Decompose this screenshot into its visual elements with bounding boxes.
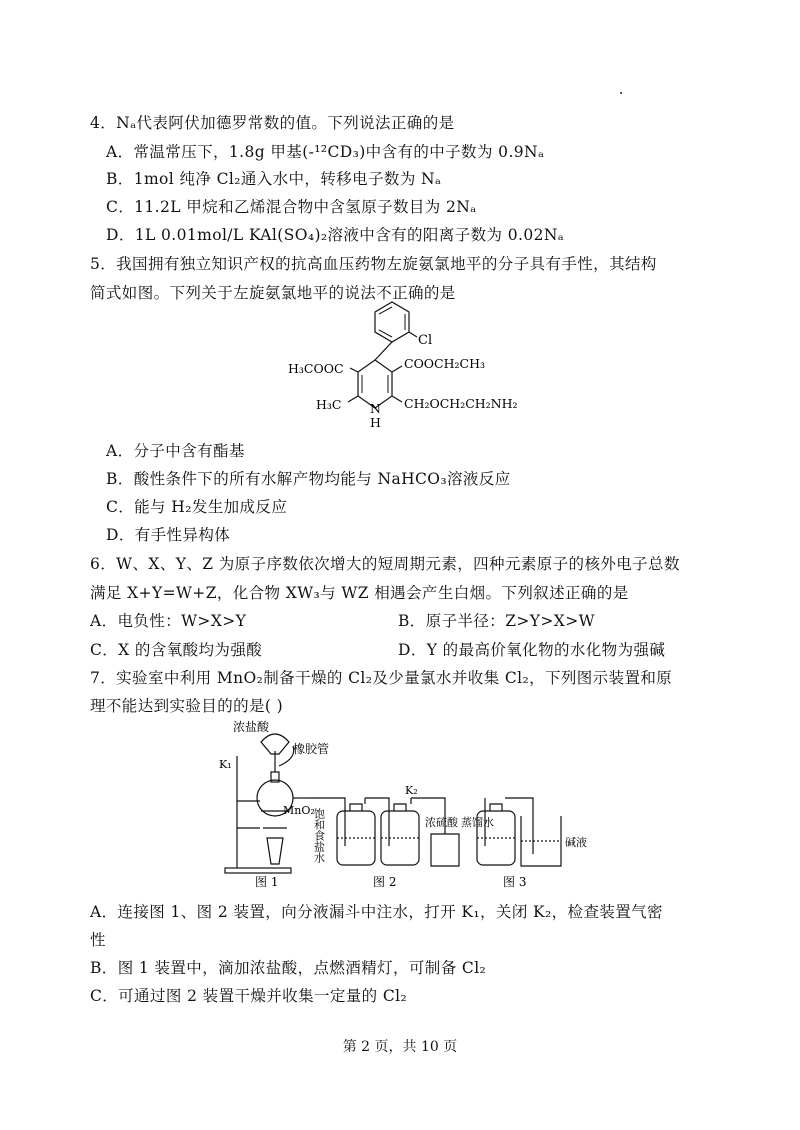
q6-stem-line2: 满足 X+Y=W+Z，化合物 XW₃与 WZ 相遇会产生白烟。下列叙述正确的是	[90, 584, 629, 602]
fig2-caption: 图 2	[373, 875, 397, 889]
apparatus-figure	[215, 716, 595, 891]
q7-option-c: C．可通过图 2 装置干燥并收集一定量的 Cl₂	[90, 987, 408, 1005]
q7-stem-line1: 7．实验室中利用 MnO₂制备干燥的 Cl₂及少量氯水并收集 Cl₂，下列图示装置和原	[90, 669, 673, 687]
methyl-label: H₃C	[316, 397, 342, 412]
h2so4-label: 浓硫酸	[425, 816, 458, 829]
nitrogen-label: N	[370, 401, 381, 416]
q6-option-b: B．原子半径：Z>Y>X>W	[398, 612, 595, 630]
q6-stem-line1: 6．W、X、Y、Z 为原子序数依次增大的短周期元素，四种元素原子的核外电子总数	[90, 555, 680, 573]
fig3-caption: 图 3	[503, 875, 527, 889]
brine-label: 饱和食盐水	[312, 808, 326, 863]
left-ester-label: H₃COOC	[288, 361, 344, 376]
q6-option-d: D．Y 的最高价氧化物的水化物为强碱	[398, 641, 666, 659]
side-chain-label: CH₂OCH₂CH₂NH₂	[404, 396, 518, 411]
scan-dot	[620, 92, 622, 94]
amlodipine-structure	[280, 300, 520, 430]
tube-label: 橡胶管	[293, 742, 330, 756]
q6-option-c: C．X 的含氧酸均为强酸	[90, 641, 263, 659]
q5-option-c: C．能与 H₂发生加成反应	[106, 498, 288, 516]
q7-option-b: B．图 1 装置中，滴加浓盐酸，点燃酒精灯，可制备 Cl₂	[90, 959, 487, 977]
chlorine-label: Cl	[418, 333, 433, 348]
fig1-caption: 图 1	[255, 875, 279, 889]
mno2-label: MnO₂	[283, 804, 315, 817]
q4-option-d: D．1L 0.01mol/L KAl(SO₄)₂溶液中含有的阳离子数为 0.02Nₐ	[106, 226, 565, 244]
q5-option-d: D．有手性异构体	[106, 526, 231, 544]
hydrogen-label: H	[370, 415, 381, 430]
q6-option-a: A．电负性：W>X>Y	[90, 612, 247, 630]
q5-stem-line1: 5．我国拥有独立知识产权的抗高血压药物左旋氨氯地平的分子具有手性，其结构	[90, 255, 657, 273]
water-label: 蒸馏水	[461, 816, 494, 829]
acid-label: 浓盐酸	[233, 720, 270, 734]
alkali-label: 碱液	[565, 836, 587, 849]
page-footer: 第 2 页，共 10 页	[342, 1039, 458, 1055]
q5-stem-line2: 简式如图。下列关于左旋氨氯地平的说法不正确的是	[90, 284, 456, 302]
q4-option-a: A．常温常压下，1.8g 甲基(-¹²CD₃)中含有的中子数为 0.9Nₐ	[106, 143, 545, 161]
q5-option-b: B．酸性条件下的所有水解产物均能与 NaHCO₃溶液反应	[106, 470, 511, 488]
q4-option-c: C．11.2L 甲烷和乙烯混合物中含氢原子数目为 2Nₐ	[106, 198, 477, 216]
q5-option-a: A．分子中含有酯基	[106, 442, 245, 460]
q7-option-a-line1: A．连接图 1、图 2 装置，向分液漏斗中注水，打开 K₁，关闭 K₂，检查装置气密	[90, 903, 663, 921]
k2-label: K₂	[405, 784, 418, 797]
right-ester-label: COOCH₂CH₃	[404, 356, 486, 371]
q4-stem: 4．Nₐ代表阿伏加德罗常数的值。下列说法正确的是	[90, 114, 455, 132]
q4-option-b: B．1mol 纯净 Cl₂通入水中，转移电子数为 Nₐ	[106, 170, 442, 188]
q7-stem-line2: 理不能达到实验目的的是( )	[90, 697, 284, 715]
k1-label: K₁	[219, 758, 232, 771]
q7-option-a-line2: 性	[90, 931, 106, 949]
